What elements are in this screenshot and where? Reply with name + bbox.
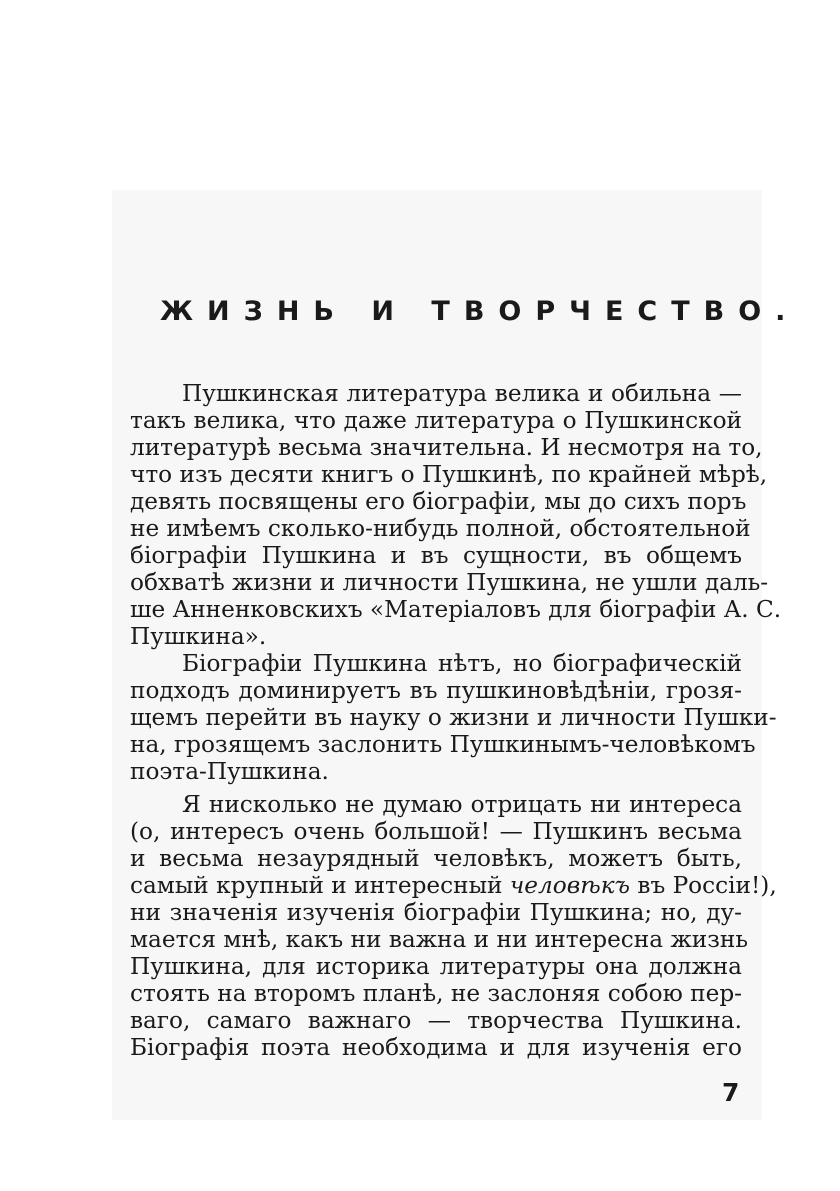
- text-line: ваго, самаго важнаго — творчества Пушкина.: [130, 1007, 742, 1034]
- text-line: Біографія поэта необходима и для изученія его: [130, 1034, 742, 1061]
- text-line-with-emphasis: [130, 872, 777, 899]
- text-line: что изъ десяти книгъ о Пушкинѣ, по крайней мѣрѣ,: [130, 461, 768, 488]
- text-line: на, грозящемъ заслонить Пушкинымъ-человѣкомъ: [130, 731, 756, 758]
- text-line: поэта-Пушкина.: [130, 758, 329, 785]
- text-line: (о, интересъ очень большой! — Пушкинъ весьма: [130, 818, 742, 845]
- text-segment: въ Россіи!),: [630, 872, 777, 899]
- paragraph-2: [130, 650, 777, 785]
- text-line: мается мнѣ, какъ ни важна и ни интересна жизнь: [130, 926, 748, 953]
- text-line: такъ велика, что даже литература о Пушкинской: [130, 407, 742, 434]
- text-line: ни значенія изученія біографіи Пушкина; но, ду-: [130, 899, 742, 926]
- paragraph-1: [130, 380, 782, 650]
- text-line: литературѣ весьма значительна. И несмотря на то,: [130, 434, 763, 461]
- text-line: біографіи Пушкина и въ сущности, въ общемъ: [130, 542, 742, 569]
- text-line: Пушкинская литература велика и обильна —: [182, 380, 742, 407]
- text-line: обхватѣ жизни и личности Пушкина, не ушли даль-: [130, 569, 769, 596]
- text-segment: самый крупный и интересный: [130, 872, 510, 899]
- chapter-title: ЖИЗНЬ И ТВОРЧЕСТВО.: [160, 296, 800, 327]
- text-line: подходъ доминируетъ въ пушкиновѣдѣніи, грозя-: [130, 677, 742, 704]
- text-line: стоять на второмъ планѣ, не заслоняя собою пер-: [130, 980, 742, 1007]
- text-line: щемъ перейти въ науку о жизни и личности Пушки-: [130, 704, 777, 731]
- text-line: и весьма незаурядный человѣкъ, можетъ быть,: [130, 845, 742, 872]
- emphasized-word: человѣкъ: [509, 872, 631, 899]
- text-line: Пушкина».: [130, 623, 267, 650]
- text-line: Я нисколько не думаю отрицать ни интереса: [182, 791, 742, 818]
- paragraph-3: [130, 791, 777, 1061]
- text-line: девять посвящены его біографіи, мы до сихъ поръ: [130, 488, 747, 515]
- text-line: не имѣемъ сколько-нибудь полной, обстоятельной: [130, 515, 751, 542]
- page-number: 7: [722, 1078, 740, 1107]
- text-line: Біографіи Пушкина нѣтъ, но біографическій: [182, 650, 742, 677]
- text-line: Пушкина, для историка литературы она должна: [130, 953, 742, 980]
- text-line: ше Анненковскихъ «Матеріаловъ для біографіи А. С.: [130, 596, 782, 623]
